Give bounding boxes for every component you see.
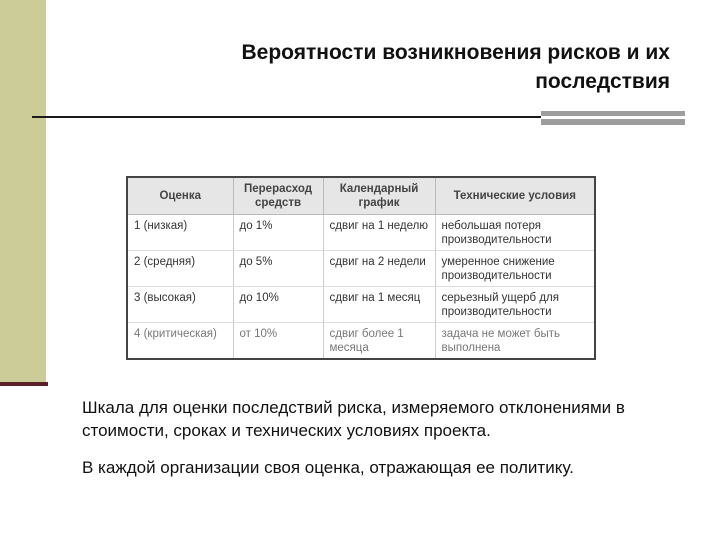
cell-schedule: сдвиг на 1 месяц (323, 286, 435, 322)
header-cell-technical: Технические условия (435, 177, 595, 215)
body-paragraph-scale: Шкала для оценки последствий риска, измеряемого отклонениями в стоимости, сроках и технических условиях проекта. (82, 398, 625, 440)
slide-body (82, 396, 682, 493)
slide-title-line-2: последствия (535, 70, 670, 93)
body-paragraph-policy: В каждой организации своя оценка, отражающая ее политику. (82, 458, 574, 477)
table-row (127, 322, 595, 359)
cell-cost-overrun: от 10% (233, 322, 323, 359)
cell-cost-overrun: до 5% (233, 250, 323, 286)
cell-rating: 1 (низкая) (127, 215, 233, 251)
decorative-side-bar-edge (0, 382, 48, 386)
header-cell-rating: Оценка (127, 177, 233, 215)
header-cell-cost-overrun: Перерасход средств (233, 177, 323, 215)
title-divider-accent (541, 111, 685, 125)
table-row (127, 215, 595, 251)
table-row (127, 250, 595, 286)
cell-rating: 4 (критическая) (127, 322, 233, 359)
cell-schedule: сдвиг на 2 недели (323, 250, 435, 286)
table-row (127, 286, 595, 322)
cell-technical: серьезный ущерб для производительности (435, 286, 595, 322)
table-header-row (127, 177, 595, 215)
header-cell-schedule: Календарный график (323, 177, 435, 215)
cell-rating: 2 (средняя) (127, 250, 233, 286)
cell-cost-overrun: до 1% (233, 215, 323, 251)
slide-title-line-1: Вероятности возникновения рисков и их (241, 41, 670, 64)
risk-impact-table (126, 176, 596, 360)
title-divider (32, 116, 542, 118)
cell-technical: небольшая потеря производительности (435, 215, 595, 251)
cell-technical: умеренное снижение производительности (435, 250, 595, 286)
slide-title (150, 38, 670, 96)
cell-technical: задача не может быть выполнена (435, 322, 595, 359)
cell-rating: 3 (высокая) (127, 286, 233, 322)
cell-schedule: сдвиг более 1 месяца (323, 322, 435, 359)
decorative-side-bar (0, 0, 46, 382)
cell-schedule: сдвиг на 1 неделю (323, 215, 435, 251)
cell-cost-overrun: до 10% (233, 286, 323, 322)
